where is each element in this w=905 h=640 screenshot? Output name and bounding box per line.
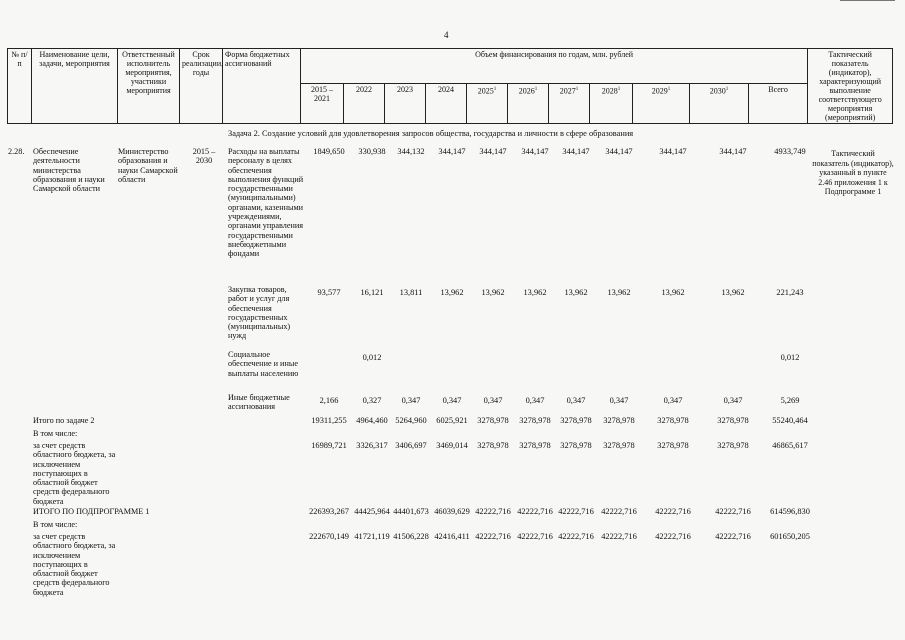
value-cell: 221,243 [776, 288, 804, 297]
row-form: Социальное обеспечение и иные выплаты населению [228, 350, 299, 378]
value-cell: 0,347 [566, 396, 586, 405]
total-value-cell: 46039,629 [434, 507, 470, 516]
total-value-cell: 3278,978 [477, 441, 509, 450]
value-cell: 344,147 [479, 147, 507, 156]
value-cell: 13,962 [721, 288, 745, 297]
total-value-cell: 42222,716 [655, 532, 691, 541]
total-value-cell: 42222,716 [655, 507, 691, 516]
header-name: Наименование цели, задачи, мероприятия [32, 49, 118, 124]
total-value-cell: 42222,716 [517, 507, 553, 516]
total-value-cell: 3326,317 [356, 441, 388, 450]
total-value-cell: 44425,964 [354, 507, 390, 516]
value-cell: 93,577 [317, 288, 341, 297]
total-value-cell: 42222,716 [601, 532, 637, 541]
value-cell: 344,147 [659, 147, 687, 156]
total-value-cell: 3278,978 [717, 416, 749, 425]
total-value-cell: 42222,716 [715, 532, 751, 541]
total-value-cell: 44401,673 [393, 507, 429, 516]
value-cell: 0,327 [362, 396, 382, 405]
row-form: Расходы на выплаты персоналу в целях обеспечения выполнения функций государственными (муниципальными) органами, казенными учреждениями, органами управления государственными внебюджетными фондами [228, 147, 304, 259]
total-value-cell: 614596,830 [770, 507, 810, 516]
header-year: 2027$^1$ [549, 83, 590, 123]
total-value-cell: 5264,960 [395, 416, 427, 425]
total-value-cell: 3278,978 [519, 441, 551, 450]
value-cell: 13,962 [607, 288, 631, 297]
total-value-cell: 55240,464 [772, 416, 808, 425]
total-value-cell: 3278,978 [603, 416, 635, 425]
value-cell: 344,147 [438, 147, 466, 156]
value-cell: 344,147 [521, 147, 549, 156]
header-num: № п/п [8, 49, 32, 124]
header-year: 2022 [344, 83, 385, 123]
value-cell: 0,012 [362, 353, 382, 362]
item-term: 2015 – 2030 [192, 147, 216, 166]
page-corner-line [840, 0, 895, 1]
value-cell: 344,147 [605, 147, 633, 156]
total-value-cell: 3278,978 [560, 416, 592, 425]
value-cell: 0,347 [663, 396, 683, 405]
row-form: Иные бюджетные ассигнования [228, 393, 290, 412]
value-cell: 4933,749 [774, 147, 806, 156]
total-value-cell: 42222,716 [475, 507, 511, 516]
header-year: 2030$^1$ [690, 83, 749, 123]
value-cell: 344,132 [397, 147, 425, 156]
total-value-cell: 19311,255 [311, 416, 347, 425]
header-year: 2015 – 2021 [301, 83, 344, 123]
value-cell: 0,347 [442, 396, 462, 405]
value-cell: 13,962 [440, 288, 464, 297]
row-form: Закупка товаров, работ и услуг для обеспечения государственных (муниципальных) нужд [228, 285, 291, 341]
total-value-cell: 42416,411 [434, 532, 470, 541]
value-cell: 13,962 [523, 288, 547, 297]
value-cell: 0,347 [609, 396, 629, 405]
value-cell: 13,811 [399, 288, 423, 297]
total-value-cell: 41506,228 [393, 532, 429, 541]
value-cell: 0,347 [525, 396, 545, 405]
value-cell: 0,347 [723, 396, 743, 405]
total-value-cell: 42222,716 [601, 507, 637, 516]
value-cell: 0,347 [401, 396, 421, 405]
value-cell: 13,962 [661, 288, 685, 297]
header-term: Срок реализации, годы [180, 49, 223, 124]
value-cell: 5,269 [780, 396, 800, 405]
total-label: за счет средств областного бюджета, за исключением поступающих в областной бюджет средств федерального бюджета [33, 532, 116, 597]
total-label: В том числе: [33, 520, 78, 529]
total-value-cell: 3278,978 [717, 441, 749, 450]
value-cell: 2,166 [319, 396, 339, 405]
value-cell: 0,347 [483, 396, 503, 405]
header-executor: Ответственный исполнитель мероприятия, участники мероприятия [118, 49, 180, 124]
header-indicator: Тактический показатель (индикатор), характеризующий выполнение соответствующего мероприятия (мероприятий) [808, 49, 893, 124]
value-cell: 13,962 [564, 288, 588, 297]
item-name: Обеспечение деятельности министерства образования и науки Самарской области [33, 147, 105, 194]
total-value-cell: 46865,617 [772, 441, 808, 450]
total-value-cell: 42222,716 [558, 507, 594, 516]
value-cell: 330,938 [358, 147, 386, 156]
total-label: В том числе: [33, 429, 78, 438]
total-value-cell: 16989,721 [311, 441, 347, 450]
value-cell: 1849,650 [313, 147, 345, 156]
header-year: 2025$^1$ [467, 83, 508, 123]
header-year: 2029$^1$ [633, 83, 690, 123]
value-cell: 13,962 [481, 288, 505, 297]
total-value-cell: 3278,978 [603, 441, 635, 450]
item-number: 2.28. [8, 147, 25, 156]
header-year: 2026$^1$ [508, 83, 549, 123]
total-label: Итого по задаче 2 [33, 416, 95, 425]
total-value-cell: 3406,697 [395, 441, 427, 450]
header-year: 2024 [426, 83, 467, 123]
total-value-cell: 42222,716 [558, 532, 594, 541]
total-value-cell: 42222,716 [475, 532, 511, 541]
value-cell: 344,147 [719, 147, 747, 156]
value-cell: 16,121 [360, 288, 384, 297]
header-year: Всего [749, 83, 808, 123]
header-form: Форма бюджетных ассигнований [223, 49, 301, 124]
header-year: 2028$^1$ [590, 83, 633, 123]
table-header [7, 48, 893, 124]
total-value-cell: 3278,978 [657, 416, 689, 425]
total-value-cell: 42222,716 [517, 532, 553, 541]
item-indicator: Тактический показатель (индикатор), указанный в пункте 2.46 приложения 1 к Подпрограмме 1 [812, 149, 894, 196]
header-year: 2023 [385, 83, 426, 123]
total-value-cell: 42222,716 [715, 507, 751, 516]
total-value-cell: 3278,978 [657, 441, 689, 450]
total-value-cell: 41721,119 [354, 532, 390, 541]
total-value-cell: 4964,460 [356, 416, 388, 425]
total-value-cell: 601650,205 [770, 532, 810, 541]
item-executor: Министерство образования и науки Самарской области [118, 147, 178, 184]
total-label: за счет средств областного бюджета, за исключением поступающих в областной бюджет средств федерального бюджета [33, 441, 116, 506]
header-volume: Объем финансирования по годам, млн. рублей [301, 49, 808, 84]
total-value-cell: 6025,921 [436, 416, 468, 425]
total-label: ИТОГО ПО ПОДПРОГРАММЕ 1 [33, 507, 150, 516]
total-value-cell: 3278,978 [560, 441, 592, 450]
total-value-cell: 226393,267 [309, 507, 349, 516]
value-cell: 0,012 [780, 353, 800, 362]
total-value-cell: 222670,149 [309, 532, 349, 541]
value-cell: 344,147 [562, 147, 590, 156]
total-value-cell: 3278,978 [519, 416, 551, 425]
total-value-cell: 3469,014 [436, 441, 468, 450]
page-number: 4 [444, 30, 449, 40]
task-title: Задача 2. Создание условий для удовлетворения запросов общества, государства и личности в сфере образования [228, 129, 634, 138]
total-value-cell: 3278,978 [477, 416, 509, 425]
